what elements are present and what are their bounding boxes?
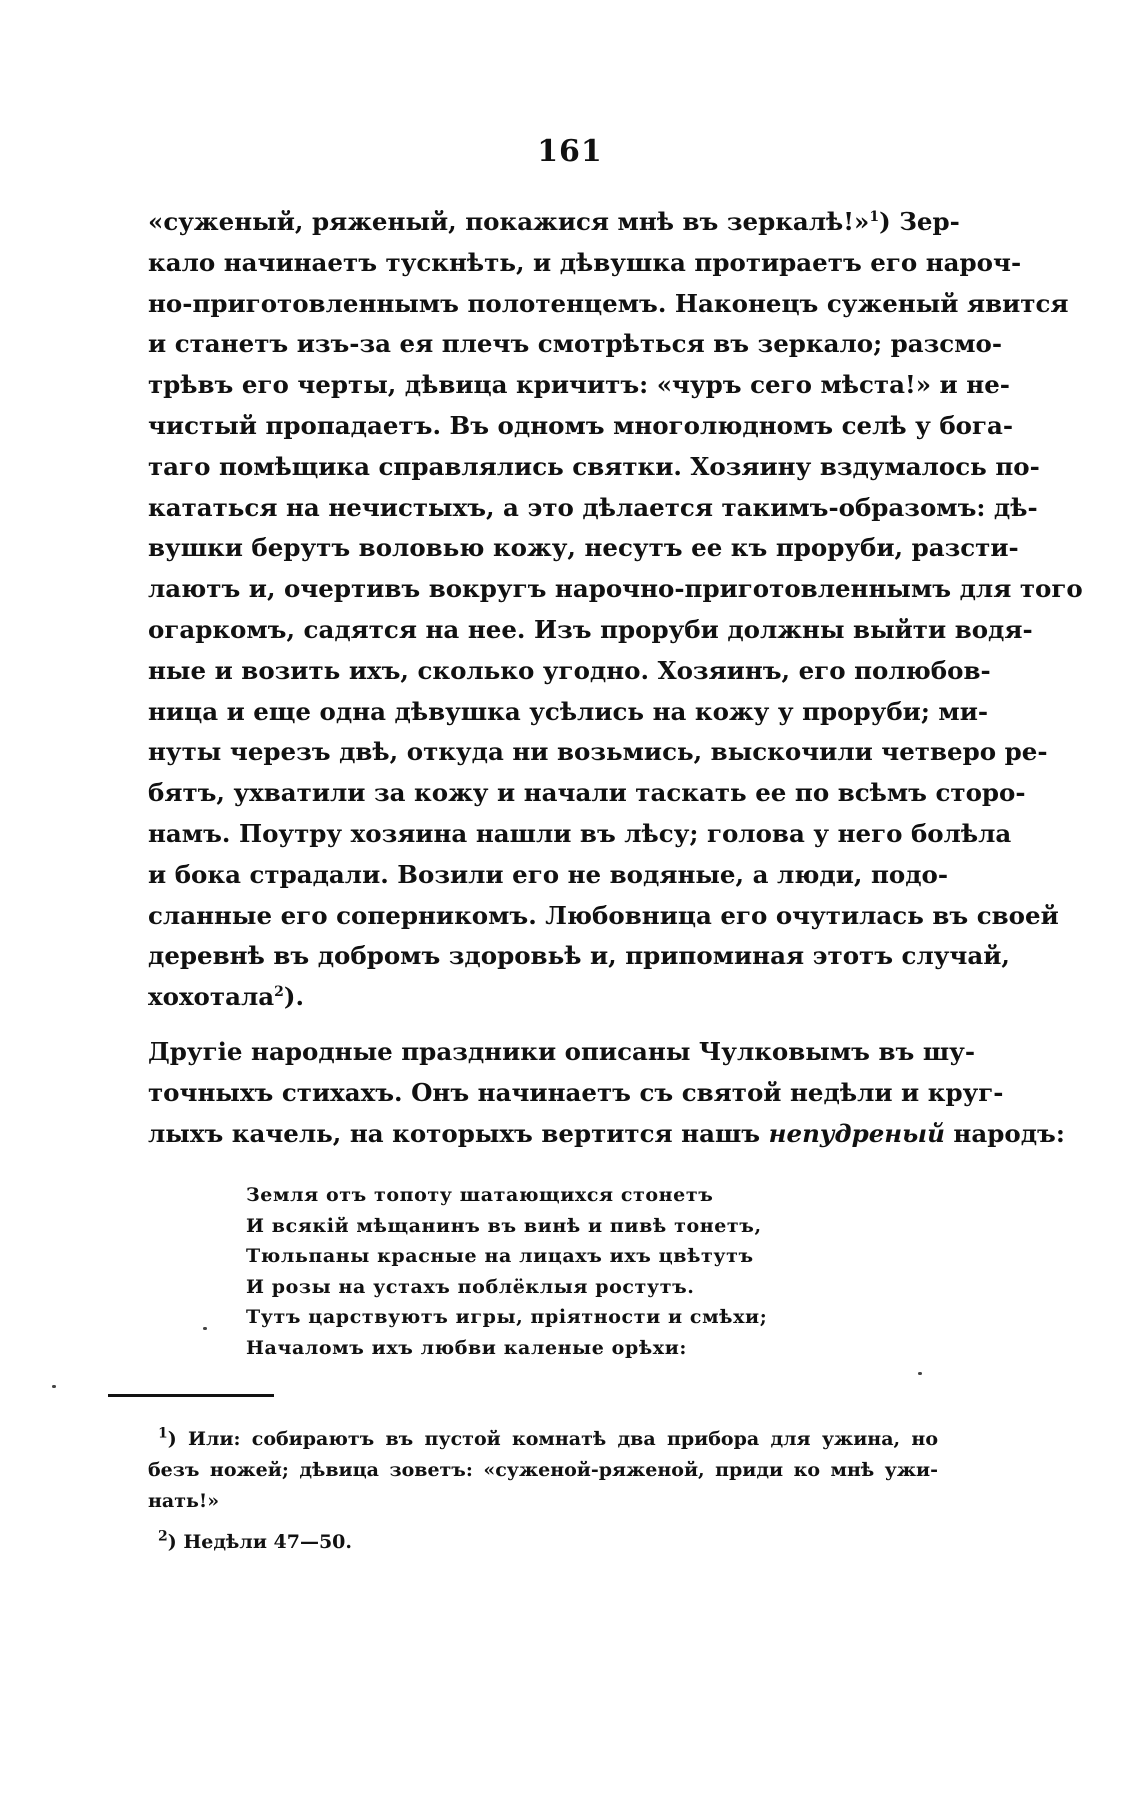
footnote-separator [108, 1394, 274, 1397]
text-line: лаютъ и, очертивъ вокругъ нарочно-приготовленнымъ для того [148, 574, 1083, 604]
footnote-marker: 2 [158, 1528, 168, 1545]
text-line: кало начинаетъ тускнѣть, и дѣвушка протираетъ его нароч- [148, 247, 1022, 277]
verse-line: Земля отъ топоту шатающихся стонетъ [246, 1184, 714, 1206]
verse-line: И розы на устахъ поблёклыя ростутъ. [246, 1275, 695, 1298]
text-line: бятъ, ухватили за кожу и начали таскать ее по всѣмъ сторо- [148, 778, 1026, 808]
footnote-1 [148, 1424, 938, 1455]
text-fragment: Зер- [899, 207, 960, 236]
text-line: точныхъ стихахъ. Онъ начинаетъ съ святой недѣли и круг- [148, 1077, 1004, 1107]
text-fragment: хохотала [148, 982, 275, 1012]
text-line: и станетъ изъ-за ея плечъ смотрѣться въ зеркало; разсмо- [148, 329, 1003, 359]
print-speck [203, 1327, 207, 1330]
footnote-2 [148, 1527, 938, 1558]
text-line: нуты черезъ двѣ, откуда ни возьмись, выскочили четверо ре- [148, 737, 1048, 767]
text-line: трѣвъ его черты, дѣвица кричитъ: «чуръ сего мѣста!» и не- [148, 370, 1010, 400]
emphasis: непудреный [768, 1118, 945, 1148]
text-line: и бока страдали. Возили его не водяные, а люди, подо- [148, 859, 949, 889]
paragraph-gap [148, 1018, 946, 1032]
text-line: ные и возить ихъ, сколько угодно. Хозяинъ, его полюбов- [148, 655, 991, 685]
footnote-ref: 2 [274, 983, 284, 1000]
verse-line: Тюльпаны красные на лицахъ ихъ цвѣтутъ [246, 1245, 754, 1268]
text-line: кататься на нечистыхъ, а это дѣлается такимъ-образомъ: дѣ- [148, 492, 1038, 522]
text-fragment: ). [283, 982, 304, 1012]
text-line: ница и еще одна дѣвушка усѣлись на кожу у проруби; ми- [148, 696, 989, 726]
text-fragment: ) [879, 207, 891, 236]
text-fragment: народъ: [944, 1118, 1065, 1148]
verse-line: И всякій мѣщанинъ въ винѣ и пивѣ тонетъ, [246, 1214, 762, 1237]
text-line: чистый пропадаетъ. Въ одномъ многолюдномъ селѣ у бога- [148, 410, 1014, 440]
footnote-marker: 1 [158, 1425, 168, 1442]
text-line: огаркомъ, садятся на нее. Изъ проруби должны выйти водя- [148, 614, 1033, 644]
text-fragment: «суженый, ряженый, покажися мнѣ въ зеркалѣ!» [148, 207, 870, 236]
page-number: 161 [537, 134, 603, 169]
footnote-text: ) Недѣли 47—50. [167, 1531, 353, 1553]
print-speck [52, 1385, 56, 1388]
footnote-gap [148, 1517, 938, 1527]
verse-line: Началомъ ихъ любви каленые орѣхи: [246, 1336, 688, 1359]
text-line [148, 977, 946, 1018]
footnote-ref: 1 [869, 208, 880, 225]
text-line: сланные его соперникомъ. Любовница его очутилась въ своей [148, 900, 1059, 930]
footnotes [148, 1424, 938, 1558]
text-line: вушки берутъ воловью кожу, несутъ ее къ проруби, разсти- [148, 533, 1019, 563]
text-fragment: лыхъ качель, на которыхъ вертится нашъ [148, 1118, 769, 1148]
text-line: таго помѣщика справлялись святки. Хозяину вздумалось по- [148, 451, 1040, 481]
text-line: деревнѣ въ добромъ здоровьѣ и, припоминая этотъ случай, [148, 941, 1010, 971]
text-line [148, 1114, 1065, 1155]
footnote-line: нать!» [148, 1490, 220, 1512]
verse-block [246, 1180, 806, 1364]
text-line: но-приготовленнымъ полотенцемъ. Наконецъ суженый явится [148, 288, 1069, 318]
text-line: намъ. Поутру хозяина нашли въ лѣсу; голова у него болѣла [148, 818, 1012, 848]
verse-line: Тутъ царствуютъ игры, пріятности и смѣхи; [246, 1306, 768, 1329]
print-speck [918, 1372, 922, 1375]
main-text [148, 202, 1083, 1154]
text-line: Другіе народные праздники описаны Чулковымъ въ шу- [148, 1036, 975, 1066]
footnote-text: ) Или: собираютъ въ пустой комнатѣ два прибора для ужина, но [167, 1428, 938, 1450]
text-line [148, 202, 960, 243]
footnote-line: безъ ножей; дѣвица зоветъ: «суженой-ряженой, приди ко мнѣ ужи- [148, 1459, 938, 1481]
